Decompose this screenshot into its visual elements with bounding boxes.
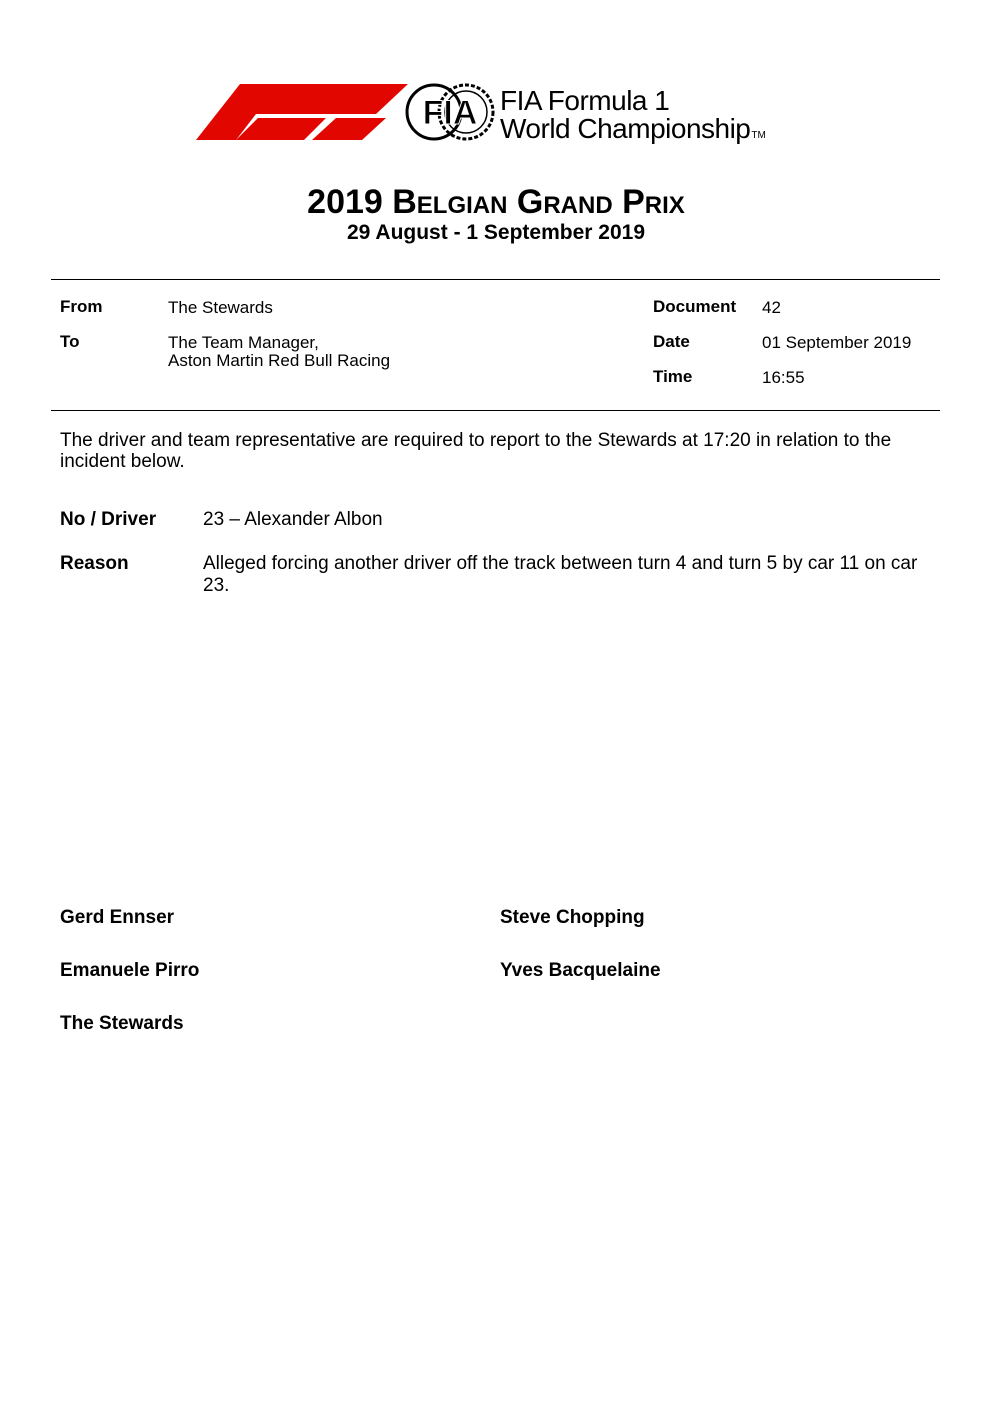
driver-label: No / Driver (60, 509, 157, 530)
page-title: 2019 Belgian Grand Prix (307, 183, 685, 221)
time-label: Time (653, 367, 693, 386)
bottom-divider (51, 410, 940, 411)
reason-label: Reason (60, 553, 129, 574)
logo-title-line2 (500, 114, 766, 151)
steward-name-2: Steve Chopping (500, 907, 645, 928)
steward-name-1: Gerd Ennser (60, 907, 175, 928)
driver-value: 23 – Alexander Albon (203, 509, 383, 530)
steward-name-4: Yves Bacquelaine (500, 960, 661, 981)
top-divider (51, 279, 940, 280)
to-value-line1: The Team Manager, (168, 333, 319, 352)
event-dates: 29 August - 1 September 2019 (347, 221, 645, 244)
logo-title-line2-text: World Championship (500, 113, 751, 144)
date-label: Date (653, 332, 690, 351)
logo-title-line1: FIA Formula 1 (500, 85, 670, 116)
time-value: 16:55 (762, 368, 805, 387)
from-label: From (60, 297, 103, 316)
fia-emblem (404, 80, 496, 144)
signature-footer: The Stewards (60, 1013, 184, 1034)
date-value: 01 September 2019 (762, 333, 912, 352)
svg-text:FIA: FIA (422, 94, 478, 132)
to-label: To (60, 332, 80, 351)
to-value-line2: Aston Martin Red Bull Racing (168, 351, 391, 370)
document-value: 42 (762, 298, 781, 317)
reason-value: Alleged forcing another driver off the track between turn 4 and turn 5 by car 11 on car 23. (203, 553, 918, 596)
document-label: Document (653, 297, 737, 316)
summons-text: The driver and team representative are required to report to the Stewards at 17:20 in relation to the incident below. (60, 430, 892, 472)
from-value: The Stewards (168, 298, 273, 317)
steward-name-3: Emanuele Pirro (60, 960, 200, 981)
f1-logo (196, 84, 408, 140)
trademark-mark: TM (751, 130, 766, 141)
